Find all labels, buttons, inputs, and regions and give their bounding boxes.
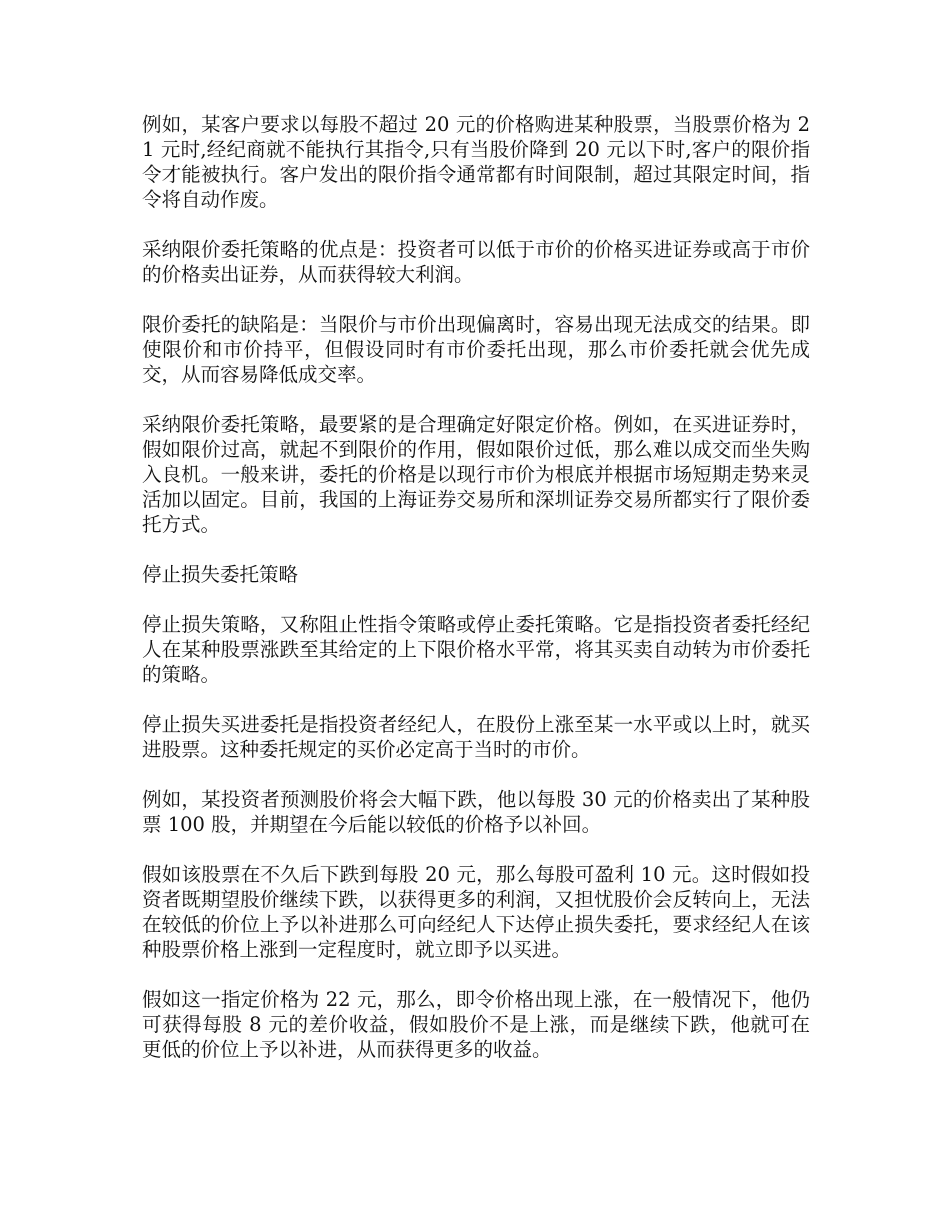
section-heading-stop-loss: 停止损失委托策略: [142, 563, 299, 586]
paragraph-limit-order-advantages: 采纳限价委托策略的优点是：投资者可以低于市价的价格买进证券或高于市价的价格卖出证券，从而获得较大利润。: [142, 238, 810, 286]
paragraph-limit-price-setting: 采纳限价委托策略，最要紧的是合理确定好限定价格。例如，在买进证券时，假如限价过高，就起不到限价的作用，假如限价过低，那么难以成交而坐失购入良机。一般来讲，委托的价格是以现行市价为根底并根据市场短期走势来灵活加以固定。目前，我国的上海证券交易所和深圳证券交易所都实行了限价委托方式。: [142, 413, 810, 536]
paragraph-limit-order-drawbacks: 限价委托的缺陷是：当限价与市价出现偏离时，容易出现无法成交的结果。即使限价和市价持平，但假设同时有市价委托出现，那么市价委托就会优先成交，从而容易降低成交率。: [142, 313, 810, 386]
paragraph-stop-loss-buy: 停止损失买进委托是指投资者经纪人，在股份上涨至某一水平或以上时，就买进股票。这种委托规定的买价必定高于当时的市价。: [142, 713, 810, 761]
document-page: [142, 112, 810, 1087]
paragraph-stop-loss-scenario: 假如该股票在不久后下跌到每股 20 元，那么每股可盈利 10 元。这时假如投资者既期望股价继续下跌，以获得更多的利润，又担忧股价会反转向上，无法在较低的价位上予以补进那么可向经纪人下达停止损失委托，要求经纪人在该种股票价格上涨到一定程度时，就立即予以买进。: [142, 863, 810, 961]
paragraph-limit-order-example: 例如，某客户要求以每股不超过 20 元的价格购进某种股票，当股票价格为 21 元时,经纪商就不能执行其指令,只有当股价降到 20 元以下时,客户的限价指令才能被执行。客户发出的限价指令通常都有时间限制，超过其限定时间，指令将自动作废。: [142, 113, 810, 211]
paragraph-stop-loss-definition: 停止损失策略，又称阻止性指令策略或停止委托策略。它是指投资者委托经纪人在某种股票涨跌至其给定的上下限价格水平常，将其买卖自动转为市价委托的策略。: [142, 613, 810, 686]
paragraph-stop-loss-example: 例如，某投资者预测股价将会大幅下跌，他以每股 30 元的价格卖出了某种股票 100 股，并期望在今后能以较低的价格予以补回。: [142, 788, 810, 836]
paragraph-stop-loss-outcome: 假如这一指定价格为 22 元，那么，即令价格出现上涨，在一般情况下，他仍可获得每股 8 元的差价收益，假如股价不是上涨，而是继续下跌，他就可在更低的价位上予以补进，从而获得更多的收益。: [142, 988, 810, 1061]
